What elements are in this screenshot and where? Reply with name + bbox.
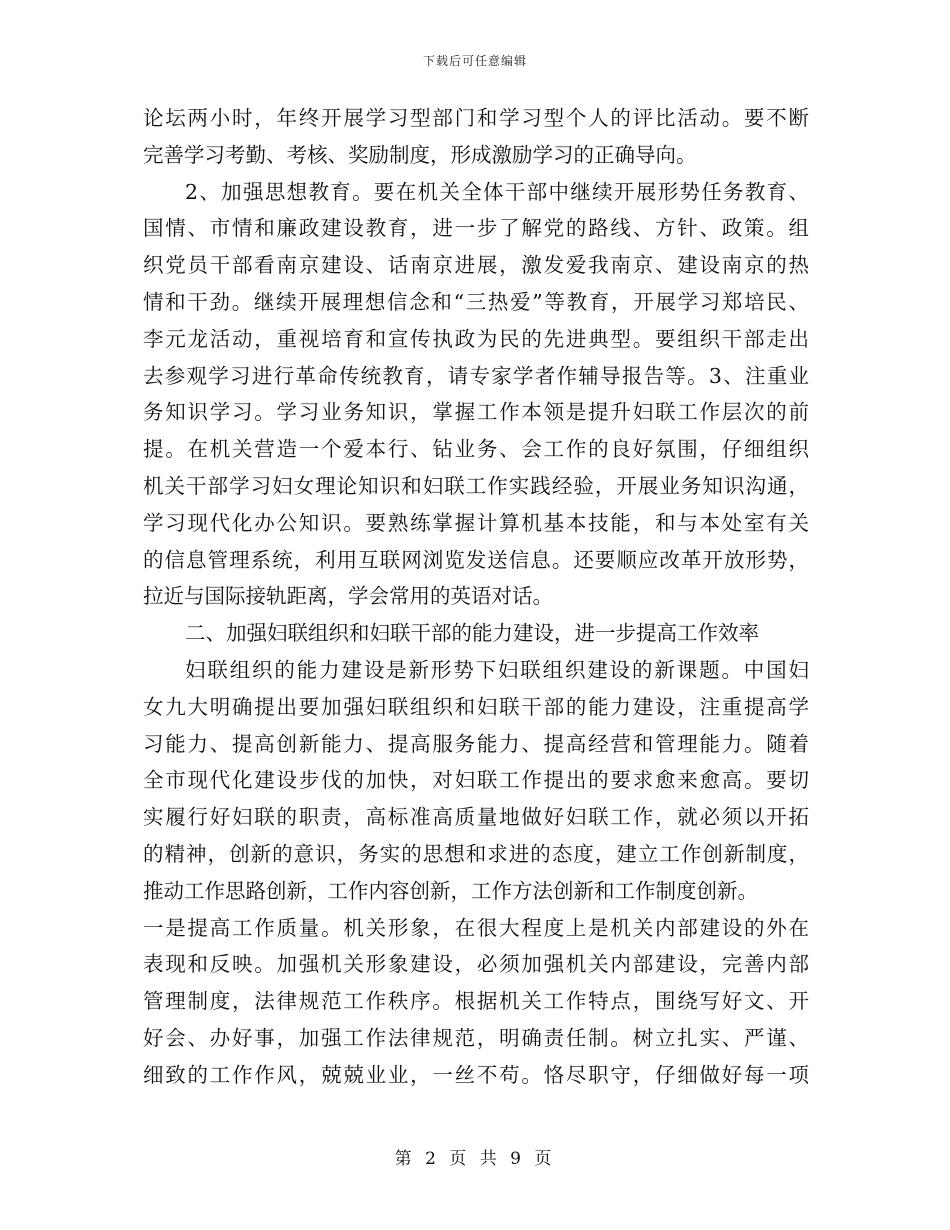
body-line: 李元龙活动，重视培育和宣传执政为民的先进典型。要组织干部走出 xyxy=(143,326,809,351)
page-header: 下载后可任意编辑 xyxy=(422,54,527,68)
body-line: 情和干劲。继续开展理想信念和“三热爱”等教育，开展学习郑培民、 xyxy=(143,289,809,314)
body-line: 实履行好妇联的职责，高标准高质量地做好妇联工作，就必须以开拓 xyxy=(143,805,809,830)
body-line: 好会、办好事，加强工作法律规范，明确责任制。树立扎实、严谨、 xyxy=(143,1025,809,1050)
body-line: 一是提高工作质量。机关形象，在很大程度上是机关内部建设的外在 xyxy=(143,915,809,940)
body-line: 推动工作思路创新，工作内容创新，工作方法创新和工作制度创新。 xyxy=(143,878,758,903)
body-line: 论坛两小时，年终开展学习型部门和学习型个人的评比活动。要不断 xyxy=(143,106,809,130)
body-line: 织党员干部看南京建设、话南京进展，激发爱我南京、建设南京的热 xyxy=(143,253,809,278)
body-line: 全市现代化建设步伐的加快，对妇联工作提出的要求愈来愈高。要切 xyxy=(143,768,809,793)
body-line: 表现和反映。加强机关形象建设，必须加强机关内部建设，完善内部 xyxy=(143,952,809,977)
body-line: 机关干部学习妇女理论知识和妇联工作实践经验，开展业务知识沟通， xyxy=(143,473,809,498)
body-line: 去参观学习进行革命传统教育，请专家学者作辅导报告等。3、注重业 xyxy=(143,363,809,388)
body-line: 妇联组织的能力建设是新形势下妇联组织建设的新课题。中国妇 xyxy=(185,657,809,682)
document-body xyxy=(143,100,809,1094)
page-footer: 第 2 页 共 9 页 xyxy=(394,1149,556,1169)
body-line: 完善学习考勤、考核、奖励制度，形成激励学习的正确导向。 xyxy=(143,142,697,167)
body-line: 女九大明确提出要加强妇联组织和妇联干部的能力建设，注重提高学 xyxy=(143,694,809,719)
body-line: 学习现代化办公知识。要熟练掌握计算机基本技能，和与本处室有关 xyxy=(143,510,809,535)
body-line: 管理制度，法律规范工作秩序。根据机关工作特点，围绕写好文、开 xyxy=(143,989,809,1014)
body-line: 的精神，创新的意识，务实的思想和求进的态度，建立工作创新制度， xyxy=(143,841,809,866)
body-line: 国情、市情和廉政建设教育，进一步了解党的路线、方针、政策。组 xyxy=(143,216,809,241)
body-line: 拉近与国际接轨距离，学会常用的英语对话。 xyxy=(143,584,553,609)
body-line: 提。在机关营造一个爱本行、钻业务、会工作的良好氛围，仔细组织 xyxy=(143,437,809,462)
body-line: 习能力、提高创新能力、提高服务能力、提高经营和管理能力。随着 xyxy=(143,731,809,756)
body-line: 细致的工作作风，兢兢业业，一丝不苟。恪尽职守，仔细做好每一项 xyxy=(143,1062,809,1087)
body-line: 2、加强思想教育。要在机关全体干部中继续开展形势任务教育、 xyxy=(185,179,809,204)
body-line: 的信息管理系统，利用互联网浏览发送信息。还要顺应改革开放形势， xyxy=(143,547,809,572)
body-line: 务知识学习。学习业务知识，掌握工作本领是提升妇联工作层次的前 xyxy=(143,400,809,425)
body-line: 二、加强妇联组织和妇联干部的能力建设，进一步提高工作效率 xyxy=(185,621,759,646)
